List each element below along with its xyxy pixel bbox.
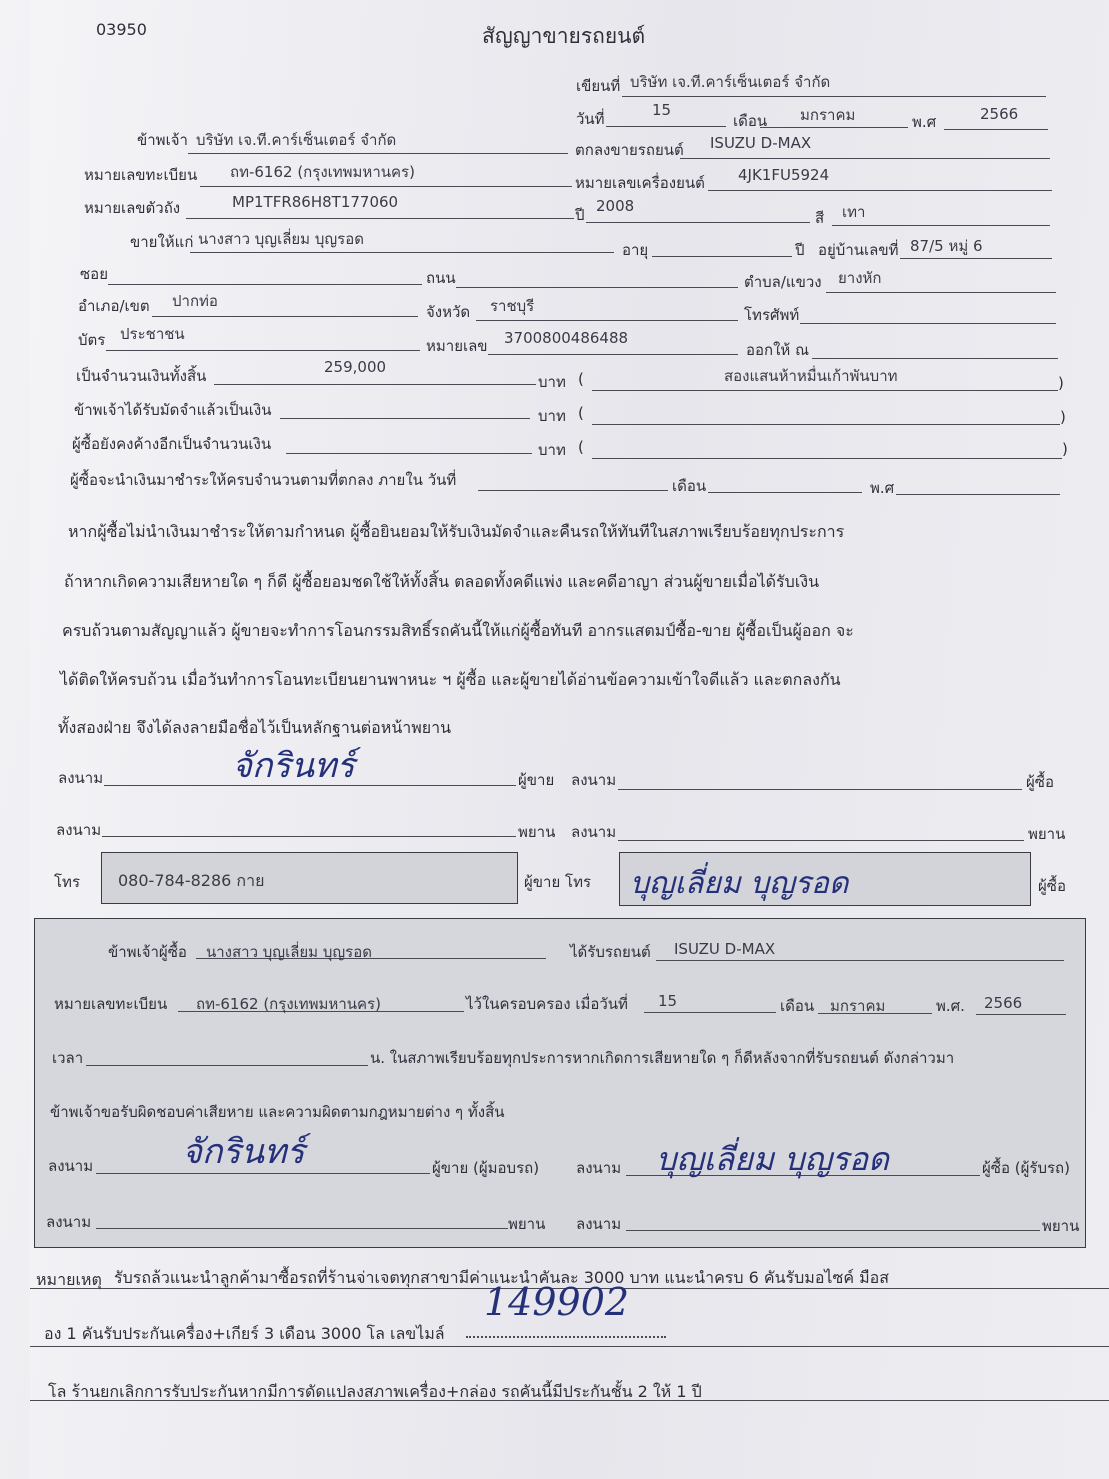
year-label: ปี — [575, 206, 585, 224]
receipt-reg-value: ถท-6162 (กรุงเทพมหานคร) — [196, 995, 381, 1013]
sell-to-label: ขายให้แก่ — [130, 233, 194, 251]
road-label: ถนน — [426, 269, 456, 287]
witness-label-1: พยาน — [518, 823, 556, 841]
be-year-value: 2566 — [980, 105, 1019, 123]
card-value: ประชาชน — [120, 325, 185, 343]
district-label: อำเภอ/เขต — [78, 297, 150, 315]
month-value: มกราคม — [800, 106, 856, 124]
receipt-line-3: ข้าพเจ้าขอรับผิดชอบค่าเสียหาย และความผิดตามกฎหมายต่าง ๆ ทั้งสิ้น — [50, 1103, 505, 1121]
close-paren-2: ) — [1060, 408, 1066, 426]
buyer-label-2: ผู้ซื้อ — [1038, 877, 1066, 895]
buyer-signature: บุญเลี่ยม บุญรอด — [630, 866, 849, 901]
color-label: สี — [815, 209, 825, 227]
seller-signature: จักรินทร์ — [232, 746, 355, 786]
receipt-line-2: น. ในสภาพเรียบร้อยทุกประการหากเกิดการเสียหายใด ๆ ก็ดีหลังจากที่รับรถยนต์ ดังกล่าวมา — [370, 1049, 955, 1067]
chassis-no-value: MP1TFR86H8T177060 — [232, 193, 399, 211]
receipt-seller-deliver-label: ผู้ขาย (ผู้มอบรถ) — [432, 1159, 540, 1177]
subdistrict-value: ยางหัก — [838, 269, 882, 287]
remain-label: ผู้ซื้อยังคงค้างอีกเป็นจำนวนเงิน — [72, 435, 272, 453]
receipt-witness-label-2: พยาน — [1042, 1217, 1080, 1235]
sign-label-1: ลงนาม — [58, 769, 104, 787]
receipt-buyer-signature: บุญเลี่ยม บุญรอด — [656, 1140, 889, 1178]
day-value: 15 — [652, 101, 672, 119]
written-at-value: บริษัท เจ.ที.คาร์เซ็นเตอร์ จำกัด — [630, 73, 831, 91]
receipt-month-value: มกราคม — [830, 997, 886, 1015]
years-label: ปี — [795, 241, 805, 259]
be-year-label: พ.ศ — [912, 113, 937, 131]
subdistrict-label: ตำบล/แขวง — [744, 273, 822, 291]
amount-text-value: สองแสนห้าหมื่นเก้าพันบาท — [724, 367, 898, 385]
i-label: ข้าพเจ้า — [137, 131, 188, 149]
receipt-box — [34, 918, 1086, 1248]
receipt-buyer-receive-label: ผู้ซื้อ (ผู้รับรถ) — [982, 1159, 1070, 1177]
receipt-buyer-value: นางสาว บุญเลี่ยม บุญรอด — [206, 943, 372, 961]
seller-tel-label: ผู้ขาย โทร — [524, 873, 592, 891]
deposit-label: ข้าพเจ้าได้รับมัดจำแล้วเป็นเงิน — [74, 401, 272, 419]
baht-label-1: บาท — [538, 373, 566, 391]
terms-line-4: ได้ติดให้ครบถ้วน เมื่อวันทำการโอนทะเบียนยานพาหนะ ฯ ผู้ซื้อ และผู้ขายได้อ่านข้อความเข้าใจดีแล้ว และตกลงกัน — [60, 670, 841, 689]
sign-label-4: ลงนาม — [571, 823, 617, 841]
buyer-label-1: ผู้ซื้อ — [1026, 773, 1054, 791]
address-label: อยู่บ้านเลขที่ — [818, 241, 899, 259]
phone-label: โทรศัพท์ — [744, 306, 800, 324]
amount-value: 259,000 — [324, 358, 387, 376]
receipt-car-value: ISUZU D-MAX — [674, 940, 776, 958]
receipt-witness-label-1: พยาน — [508, 1215, 546, 1233]
receipt-sign-label-4: ลงนาม — [576, 1215, 622, 1233]
baht-label-2: บาท — [538, 407, 566, 425]
engine-no-label: หมายเลขเครื่องยนต์ — [575, 174, 705, 192]
pay-be-label: พ.ศ — [870, 479, 895, 497]
chassis-no-label: หมายเลขตัวถัง — [84, 199, 181, 217]
receipt-received-label: ได้รับรถยนต์ — [570, 943, 651, 961]
sign-label-2: ลงนาม — [571, 771, 617, 789]
terms-line-3: ครบถ้วนตามสัญญาแล้ว ผู้ขายจะทำการโอนกรรมสิทธิ์รถคันนี้ให้แก่ผู้ซื้อทันที อากรแสตมป์ซื้อ-ขาย ผู้ซื้อเป็นผู้ออก จะ — [62, 621, 854, 640]
age-label: อายุ — [622, 241, 649, 259]
soi-label: ซอย — [80, 265, 108, 283]
buyer-name-value: นางสาว บุญเลี่ยม บุญรอด — [198, 230, 364, 248]
receipt-be-label: พ.ศ. — [936, 997, 965, 1015]
witness-label-2: พยาน — [1028, 825, 1066, 843]
id-no-label: หมายเลข — [426, 337, 488, 355]
tel-label: โทร — [54, 873, 81, 891]
reg-no-label: หมายเลขทะเบียน — [84, 166, 198, 184]
pay-by-label: ผู้ซื้อจะนำเงินมาชำระให้ครบจำนวนตามที่ตกลง ภายใน วันที่ — [70, 471, 457, 489]
sign-label-3: ลงนาม — [56, 821, 102, 839]
reg-no-value: ถท-6162 (กรุงเทพมหานคร) — [230, 163, 415, 181]
mileage-value: 149902 — [484, 1280, 630, 1324]
remark-line-1: รับรถล้วแนะนำลูกค้ามาซื้อรถที่ร้านจ่าเจตทุกสาขามีค่าแนะนำคันละ 3000 บาท แนะนำครบ 6 คันรับมอไซค์ มือส — [114, 1268, 890, 1287]
province-value: ราชบุรี — [490, 297, 535, 315]
pay-month-label: เดือน — [672, 477, 707, 495]
baht-label-3: บาท — [538, 441, 566, 459]
receipt-sign-label-3: ลงนาม — [46, 1213, 92, 1231]
month-label: เดือน — [733, 112, 768, 130]
remark-line-3: โล ร้านยกเลิกการรับประกันหากมีการดัดแปลงสภาพเครื่อง+กล่อง รถคันนี้มีประกันชั้น 2 ให้ 1 ปี — [48, 1382, 702, 1401]
terms-line-2: ถ้าหากเกิดความเสียหายใด ๆ ก็ดี ผู้ซื้อยอมชดใช้ให้ทั้งสิ้น ตลอดทั้งคดีแพ่ง และคดีอาญา ส่วนผู้ขายเมื่อได้รับเงิน — [64, 572, 820, 591]
terms-line-5: ทั้งสองฝ่าย จึงได้ลงลายมือชื่อไว้เป็นหลักฐานต่อหน้าพยาน — [58, 718, 452, 737]
province-label: จังหวัด — [426, 303, 471, 321]
car-year-value: 2008 — [596, 197, 635, 215]
receipt-month-label: เดือน — [780, 997, 815, 1015]
close-paren-3: ) — [1062, 440, 1068, 458]
terms-line-1: หากผู้ซื้อไม่นำเงินมาชำระให้ตามกำหนด ผู้ซื้อยินยอมให้รับเงินมัดจำและคืนรถให้ทันทีในสภาพเรียบร้อยทุกประการ — [68, 522, 845, 541]
id-no-value: 3700800486488 — [504, 329, 629, 347]
seller-phone-value: 080-784-8286 กาย — [118, 871, 265, 890]
open-paren-1: ( — [578, 370, 584, 388]
engine-no-value: 4JK1FU5924 — [738, 166, 830, 184]
color-value: เทา — [842, 203, 866, 221]
total-label: เป็นจำนวนเงินทั้งสิ้น — [76, 367, 207, 385]
receipt-reg-label: หมายเลขทะเบียน — [54, 995, 168, 1013]
district-value: ปากท่อ — [172, 292, 218, 310]
seller-label-1: ผู้ขาย — [518, 771, 555, 789]
written-at-label: เขียนที่ — [576, 77, 621, 95]
issued-at-label: ออกให้ ณ — [746, 341, 809, 359]
remark-line-2: อง 1 คันรับประกันเครื่อง+เกียร์ 3 เดือน 3000 โล เลขไมล์ — [44, 1324, 445, 1343]
remark-label: หมายเหตุ — [36, 1270, 102, 1289]
close-paren-1: ) — [1058, 374, 1064, 392]
seller-name-value: บริษัท เจ.ที.คาร์เซ็นเตอร์ จำกัด — [196, 131, 397, 149]
document-number: 03950 — [96, 20, 147, 39]
address-value: 87/5 หมู่ 6 — [910, 237, 983, 255]
agree-sell-label: ตกลงขายรถยนต์ — [575, 141, 684, 159]
card-label: บัตร — [78, 331, 106, 349]
receipt-possess-label: ไว้ในครอบครอง เมื่อวันที่ — [466, 995, 628, 1013]
receipt-sign-label-2: ลงนาม — [576, 1159, 622, 1177]
document-title: สัญญาขายรถยนต์ — [482, 24, 646, 48]
receipt-day-value: 15 — [658, 992, 678, 1010]
open-paren-3: ( — [578, 438, 584, 456]
receipt-i-buyer-label: ข้าพเจ้าผู้ซื้อ — [108, 943, 187, 961]
open-paren-2: ( — [578, 404, 584, 422]
receipt-seller-signature: จักรินทร์ — [182, 1132, 305, 1172]
car-model-value: ISUZU D-MAX — [710, 134, 812, 152]
receipt-sign-label-1: ลงนาม — [48, 1157, 94, 1175]
receipt-year-value: 2566 — [984, 994, 1023, 1012]
receipt-time-label: เวลา — [52, 1049, 84, 1067]
date-label: วันที่ — [576, 110, 605, 128]
